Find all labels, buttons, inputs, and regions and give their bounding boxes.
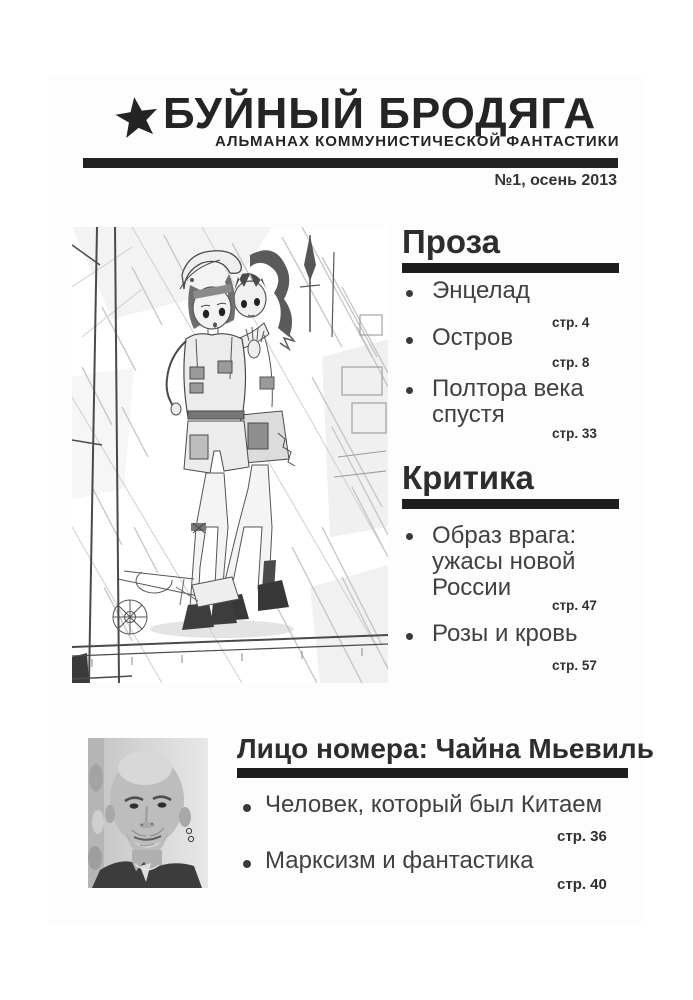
- section-heading-critique: Критика: [402, 459, 534, 496]
- bullet-dot: [406, 337, 413, 344]
- cover-illustration: [72, 227, 388, 683]
- toc-item-page: стр. 33: [552, 426, 597, 441]
- section-heading-feature: Лицо номера: Чайна Мьевиль: [237, 733, 654, 764]
- feature-portrait-photo: [88, 738, 208, 888]
- star-icon: [112, 93, 161, 141]
- section-rule-feature: [237, 768, 628, 778]
- toc-item-title: Образ врага: ужасы новой России: [432, 522, 577, 601]
- toc-item-page: стр. 57: [552, 658, 597, 673]
- toc-item-page: стр. 36: [557, 828, 607, 845]
- toc-item-title: Человек, который был Китаем: [265, 791, 603, 818]
- toc-item-title: Остров: [432, 324, 514, 351]
- masthead-rule: [83, 158, 618, 168]
- toc-item-page: стр. 47: [552, 598, 597, 613]
- bullet-dot: [406, 387, 413, 394]
- toc-item-title: Марксизм и фантастика: [265, 847, 534, 874]
- bullet-dot: [406, 533, 413, 540]
- toc-item-page: стр. 40: [557, 876, 607, 893]
- section-heading-prose: Проза: [402, 223, 500, 260]
- bullet-dot: [406, 290, 413, 297]
- toc-item-page: стр. 4: [552, 315, 590, 330]
- toc-item-title: Розы и кровь: [432, 620, 578, 647]
- toc-item-title: Полтора века спустя: [432, 375, 584, 428]
- toc-item-title: Энцелад: [432, 277, 530, 304]
- masthead-subtitle: АЛЬМАНАХ КОММУНИСТИЧЕСКОЙ ФАНТАСТИКИ: [215, 133, 620, 150]
- bullet-dot: [406, 633, 413, 640]
- bullet-dot: [243, 860, 251, 868]
- toc-item-page: стр. 8: [552, 355, 590, 370]
- section-rule-critique: [402, 499, 619, 509]
- section-rule-prose: [402, 263, 619, 273]
- issue-label: №1, осень 2013: [494, 172, 617, 189]
- masthead-title: БУЙНЫЙ БРОДЯГА: [163, 89, 597, 138]
- bullet-dot: [243, 804, 251, 812]
